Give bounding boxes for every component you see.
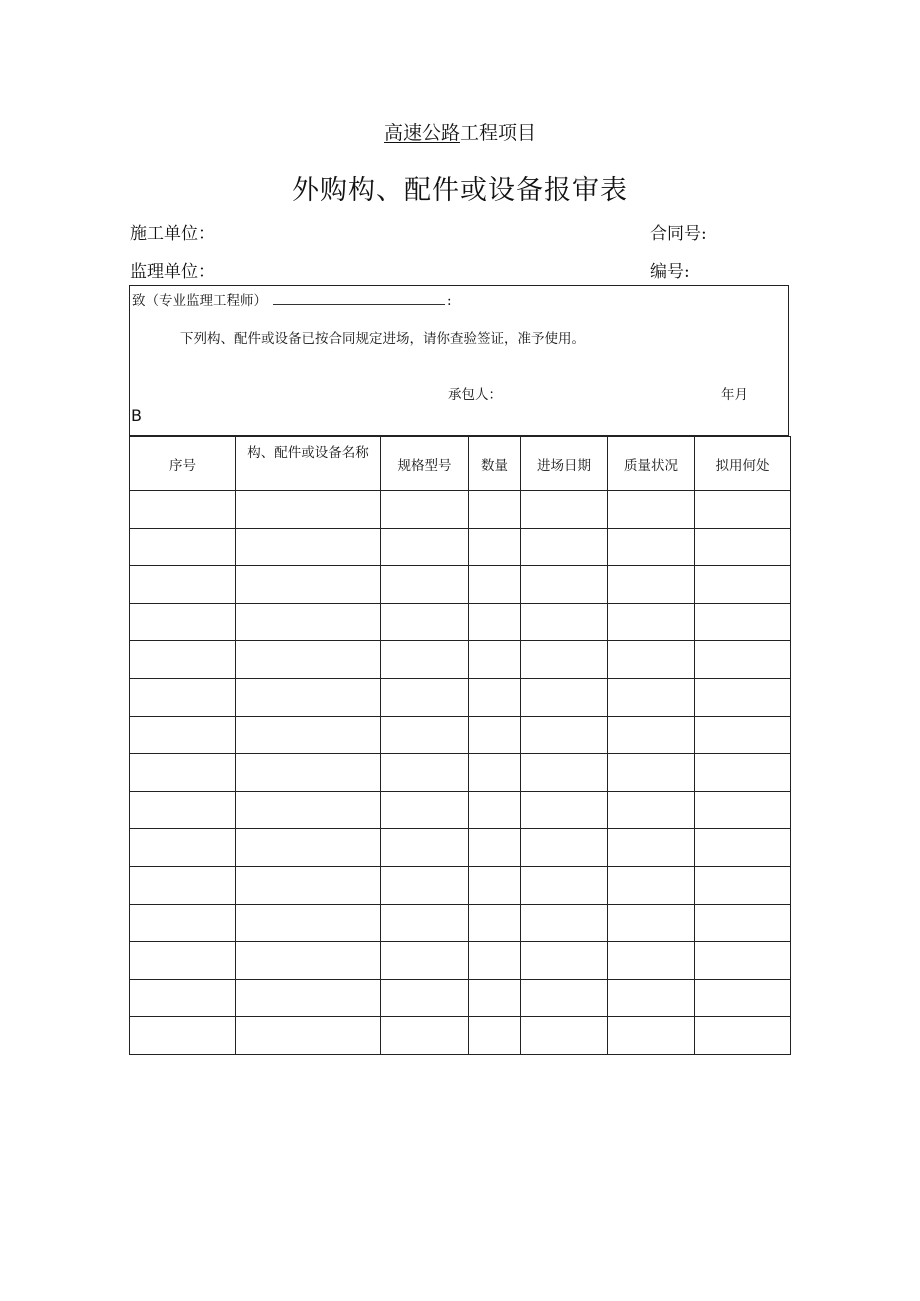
table-cell[interactable] — [521, 716, 608, 754]
to-suffix: : — [447, 293, 452, 309]
table-row — [130, 603, 791, 641]
table-cell[interactable] — [130, 754, 236, 792]
table-cell[interactable] — [381, 566, 469, 604]
col-header-qty: 数量 — [469, 437, 521, 491]
table-cell[interactable] — [381, 866, 469, 904]
table-cell[interactable] — [608, 754, 695, 792]
supervisor-unit-field[interactable]: 监理单位： — [130, 262, 215, 282]
table-cell[interactable] — [236, 528, 381, 566]
table-row — [130, 829, 791, 867]
table-cell[interactable] — [521, 979, 608, 1017]
table-cell[interactable] — [695, 866, 791, 904]
table-row — [130, 866, 791, 904]
table-cell[interactable] — [381, 904, 469, 942]
table-cell[interactable] — [521, 641, 608, 679]
notice-body: 下列构、配件或设备已按合同规定进场，请你查验签证，准予使用。 — [180, 331, 585, 347]
project-title-rest: 工程项目 — [460, 122, 537, 144]
table-cell[interactable] — [608, 641, 695, 679]
table-cell[interactable] — [236, 678, 381, 716]
contractor-unit-field[interactable]: 施工单位： — [130, 224, 215, 244]
table-cell[interactable] — [130, 979, 236, 1017]
table-cell[interactable] — [130, 528, 236, 566]
table-cell[interactable] — [236, 979, 381, 1017]
table-cell[interactable] — [236, 716, 381, 754]
table-cell[interactable] — [608, 566, 695, 604]
col-header-quality: 质量状况 — [608, 437, 695, 491]
table-cell[interactable] — [236, 1017, 381, 1055]
contract-no-field[interactable]: 合同号: — [650, 224, 707, 244]
table-cell[interactable] — [236, 866, 381, 904]
table-cell[interactable] — [236, 491, 381, 529]
table-cell[interactable] — [381, 754, 469, 792]
table-cell[interactable] — [695, 528, 791, 566]
items-table — [129, 436, 791, 1055]
table-row — [130, 979, 791, 1017]
table-cell[interactable] — [381, 716, 469, 754]
table-cell[interactable] — [469, 1017, 521, 1055]
table-cell[interactable] — [381, 641, 469, 679]
table-cell[interactable] — [695, 491, 791, 529]
table-cell[interactable] — [381, 678, 469, 716]
table-cell[interactable] — [381, 1017, 469, 1055]
table-cell[interactable] — [608, 942, 695, 980]
table-row — [130, 1017, 791, 1055]
table-cell[interactable] — [695, 641, 791, 679]
table-cell[interactable] — [469, 716, 521, 754]
table-cell[interactable] — [236, 829, 381, 867]
table-cell[interactable] — [521, 528, 608, 566]
table-cell[interactable] — [695, 754, 791, 792]
table-cell[interactable] — [469, 528, 521, 566]
table-cell[interactable] — [130, 866, 236, 904]
table-cell[interactable] — [521, 491, 608, 529]
table-cell[interactable] — [469, 942, 521, 980]
table-cell[interactable] — [381, 942, 469, 980]
table-row — [130, 566, 791, 604]
table-cell[interactable] — [381, 829, 469, 867]
table-cell[interactable] — [695, 904, 791, 942]
table-cell[interactable] — [469, 603, 521, 641]
table-row — [130, 491, 791, 529]
col-header-usage: 拟用何处 — [695, 437, 791, 491]
table-cell[interactable] — [130, 1017, 236, 1055]
table-cell[interactable] — [695, 1017, 791, 1055]
table-row — [130, 754, 791, 792]
table-cell[interactable] — [236, 641, 381, 679]
table-row — [130, 678, 791, 716]
table-cell[interactable] — [608, 678, 695, 716]
table-row — [130, 528, 791, 566]
table-cell[interactable] — [236, 791, 381, 829]
table-cell[interactable] — [608, 491, 695, 529]
table-cell[interactable] — [130, 791, 236, 829]
table-cell[interactable] — [608, 1017, 695, 1055]
table-cell[interactable] — [469, 641, 521, 679]
serial-no-field[interactable]: 编号: — [650, 262, 690, 282]
table-cell[interactable] — [236, 754, 381, 792]
table-cell[interactable] — [608, 528, 695, 566]
table-cell[interactable] — [521, 829, 608, 867]
table-cell[interactable] — [695, 603, 791, 641]
table-cell[interactable] — [608, 829, 695, 867]
table-cell[interactable] — [469, 904, 521, 942]
table-row — [130, 942, 791, 980]
table-cell[interactable] — [469, 566, 521, 604]
table-cell[interactable] — [521, 566, 608, 604]
table-cell[interactable] — [469, 979, 521, 1017]
table-cell[interactable] — [381, 791, 469, 829]
table-cell[interactable] — [695, 942, 791, 980]
table-cell[interactable] — [469, 678, 521, 716]
table-header-row — [130, 437, 791, 491]
table-row — [130, 641, 791, 679]
table-cell[interactable] — [469, 754, 521, 792]
table-cell[interactable] — [608, 716, 695, 754]
table-cell[interactable] — [695, 979, 791, 1017]
table-cell[interactable] — [236, 603, 381, 641]
table-cell[interactable] — [608, 603, 695, 641]
table-cell[interactable] — [521, 904, 608, 942]
table-cell[interactable] — [236, 904, 381, 942]
table-cell[interactable] — [695, 566, 791, 604]
to-prefix: 致（专业监理工程师） — [132, 293, 267, 309]
engineer-name-blank[interactable] — [273, 292, 445, 305]
table-cell[interactable] — [469, 866, 521, 904]
table-cell[interactable] — [130, 566, 236, 604]
year-month-label: 年月 — [721, 387, 748, 403]
project-title — [0, 118, 920, 145]
form-title: 外购构、配件或设备报审表 — [292, 175, 628, 206]
day-label: B — [131, 406, 142, 425]
col-header-spec: 规格型号 — [381, 437, 469, 491]
table-cell[interactable] — [381, 603, 469, 641]
table-cell[interactable] — [381, 528, 469, 566]
notice-box — [129, 285, 789, 436]
table-cell[interactable] — [521, 678, 608, 716]
project-title-underlined: 高速公路 — [383, 122, 460, 144]
table-cell[interactable] — [521, 754, 608, 792]
col-header-entry-date: 进场日期 — [521, 437, 608, 491]
table-cell[interactable] — [236, 566, 381, 604]
table-cell[interactable] — [130, 942, 236, 980]
table-cell[interactable] — [381, 979, 469, 1017]
to-line — [132, 289, 452, 309]
table-cell[interactable] — [695, 678, 791, 716]
table-cell[interactable] — [236, 942, 381, 980]
table-cell[interactable] — [695, 829, 791, 867]
contractor-signature-label: 承包人： — [448, 387, 502, 403]
table-cell[interactable] — [130, 716, 236, 754]
table-body — [130, 491, 791, 1055]
table-cell[interactable] — [469, 829, 521, 867]
table-cell[interactable] — [130, 491, 236, 529]
table-cell[interactable] — [608, 904, 695, 942]
table-cell[interactable] — [469, 491, 521, 529]
table-cell[interactable] — [695, 791, 791, 829]
table-cell[interactable] — [608, 979, 695, 1017]
table-cell[interactable] — [608, 866, 695, 904]
table-cell[interactable] — [130, 603, 236, 641]
table-cell[interactable] — [130, 678, 236, 716]
table-cell[interactable] — [521, 1017, 608, 1055]
table-cell[interactable] — [695, 716, 791, 754]
table-cell[interactable] — [521, 866, 608, 904]
table-cell[interactable] — [469, 791, 521, 829]
table-cell[interactable] — [521, 791, 608, 829]
table-cell[interactable] — [608, 791, 695, 829]
table-cell[interactable] — [130, 829, 236, 867]
table-cell[interactable] — [521, 603, 608, 641]
table-cell[interactable] — [130, 904, 236, 942]
table-cell[interactable] — [130, 641, 236, 679]
table-row — [130, 716, 791, 754]
table-row — [130, 791, 791, 829]
col-header-item-name: 构、配件或设备名称 — [236, 437, 381, 491]
col-header-seq: 序号 — [130, 437, 236, 491]
table-row — [130, 904, 791, 942]
table-cell[interactable] — [381, 491, 469, 529]
table-cell[interactable] — [521, 942, 608, 980]
